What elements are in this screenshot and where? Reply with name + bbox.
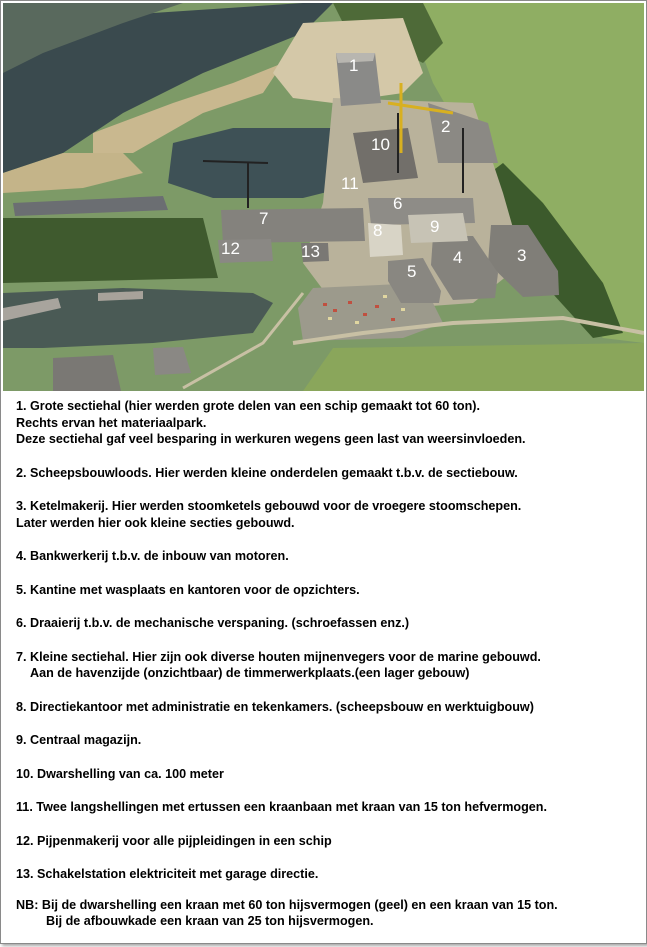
legend-item-2 <box>16 465 636 482</box>
label-1: 1 <box>349 56 359 75</box>
legend-text: 8. Directiekantoor met administratie en tekenkamers. (scheepsbouw en werktuigbouw) <box>16 699 534 714</box>
legend-text: Bij de afbouwkade een kraan van 25 ton hijsvermogen. <box>46 914 374 928</box>
legend-item-13 <box>16 866 636 883</box>
legend-text: 6. Draaierij t.b.v. de mechanische verspaning. (schroefassen enz.) <box>16 616 410 630</box>
label-7: 7 <box>259 209 269 228</box>
legend <box>16 398 636 947</box>
legend-note <box>16 897 636 930</box>
legend-item-5 <box>16 582 636 599</box>
legend-text: Later werden hier ook kleine secties gebouwd. <box>16 515 295 530</box>
label-4: 4 <box>453 248 463 267</box>
legend-text: 13. Schakelstation elektriciteit met garage directie. <box>16 867 319 881</box>
legend-text: 7. Kleine sectiehal. Hier zijn ook diverse houten mijnenvegers voor de marine gebouwd. <box>16 649 541 664</box>
label-13: 13 <box>301 242 320 261</box>
legend-item-8 <box>16 699 636 716</box>
legend-text: 4. Bankwerkerij t.b.v. de inbouw van motoren. <box>16 549 289 563</box>
legend-item-12 <box>16 833 636 850</box>
legend-item-6 <box>16 615 636 632</box>
aerial-photo-illustration <box>3 3 644 391</box>
label-2: 2 <box>441 117 451 136</box>
legend-item-3 <box>16 498 636 531</box>
legend-text: 1. Grote sectiehal (hier werden grote delen van een schip gemaakt tot 60 ton). <box>16 399 480 413</box>
legend-text: 5. Kantine met wasplaats en kantoren voor de opzichters. <box>16 582 360 597</box>
aerial-photo <box>3 3 644 391</box>
legend-text: NB: Bij de dwarshelling een kraan met 60 ton hijsvermogen (geel) en een kraan van 15 ton. <box>16 897 558 912</box>
legend-text: 11. Twee langshellingen met ertussen een kraanbaan met kraan van 15 ton hefvermogen. <box>16 800 547 814</box>
legend-item-9 <box>16 732 636 749</box>
label-9: 9 <box>430 217 440 236</box>
legend-item-11 <box>16 799 636 816</box>
legend-text: Aan de havenzijde (onzichtbaar) de timmerwerkplaats.(een lager gebouw) <box>30 666 470 680</box>
legend-text: Rechts ervan het materiaalpark. <box>16 415 207 430</box>
label-6: 6 <box>393 194 403 213</box>
legend-item-7 <box>16 649 636 682</box>
label-8: 8 <box>373 221 383 240</box>
legend-text: 9. Centraal magazijn. <box>16 733 142 747</box>
label-5: 5 <box>407 262 417 281</box>
legend-text: 12. Pijpenmakerij voor alle pijpleidingen in een schip <box>16 833 332 848</box>
legend-text: 2. Scheepsbouwloods. Hier werden kleine onderdelen gemaakt t.b.v. de sectiebouw. <box>16 465 518 480</box>
legend-text: 3. Ketelmakerij. Hier werden stoomketels gebouwd voor de vroegere stoomschepen. <box>16 499 522 513</box>
label-10: 10 <box>371 135 390 154</box>
label-12: 12 <box>221 239 240 258</box>
legend-text: Deze sectiehal gaf veel besparing in werkuren wegens geen last van weersinvloeden. <box>16 432 526 446</box>
legend-item-1 <box>16 398 636 448</box>
legend-item-4 <box>16 548 636 565</box>
label-3: 3 <box>517 246 527 265</box>
legend-item-10 <box>16 766 636 783</box>
label-11: 11 <box>341 174 359 193</box>
legend-text: 10. Dwarshelling van ca. 100 meter <box>16 766 224 781</box>
